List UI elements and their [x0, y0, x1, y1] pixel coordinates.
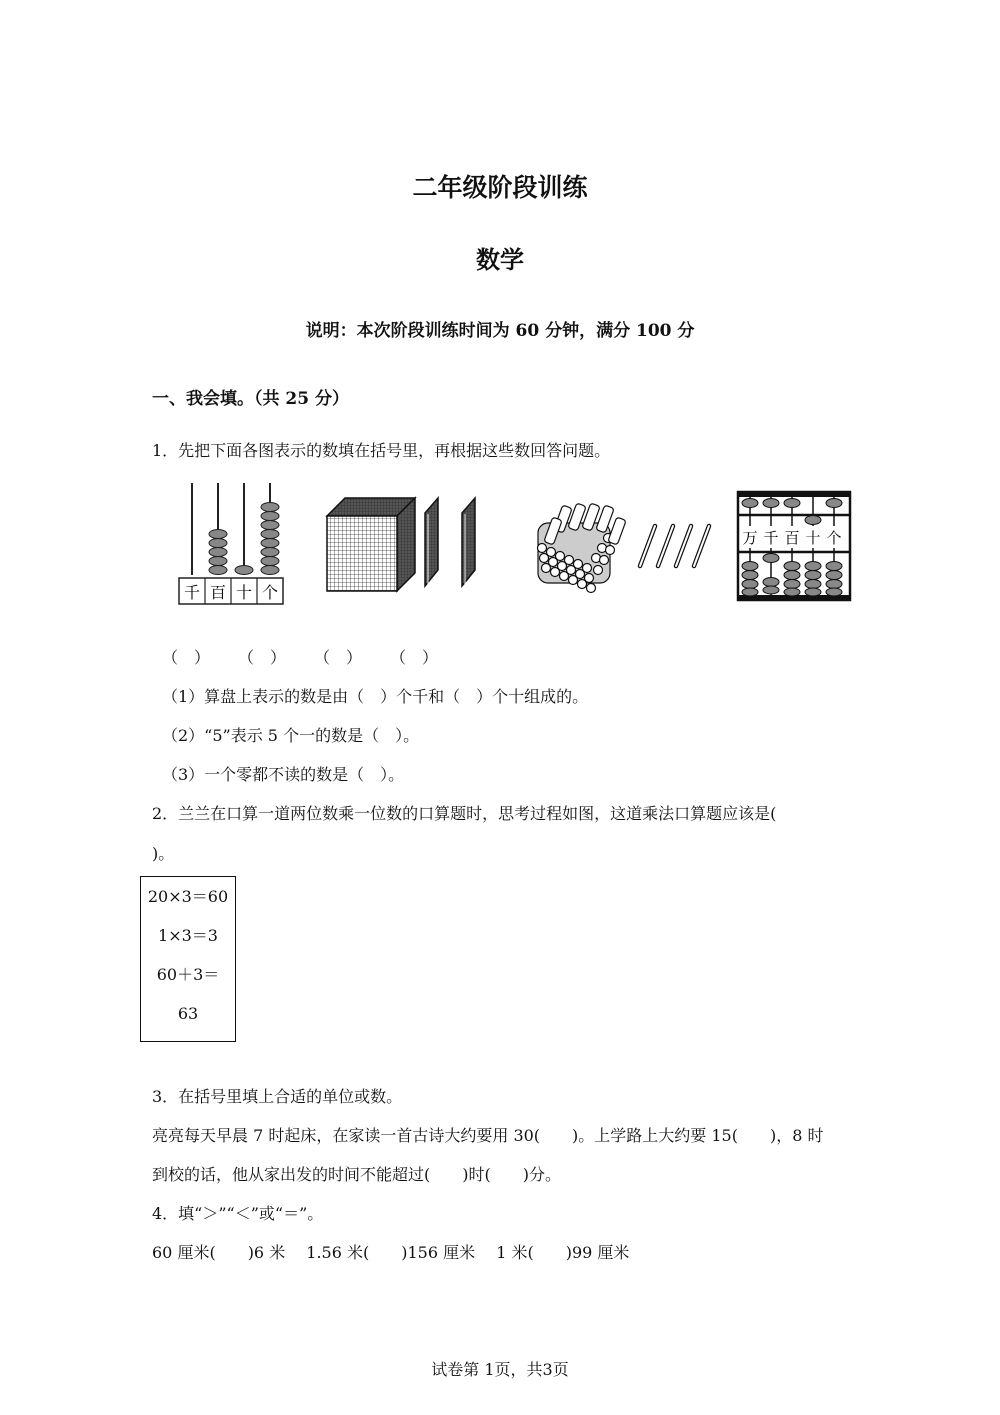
question-1-sub-1: （1）算盘上表示的数是由（ ）个千和（ ）个十组成的。	[162, 687, 589, 706]
calc-step: 20×3＝60	[147, 887, 229, 906]
suanpan-label: 个	[826, 529, 842, 547]
question-2-stem: 2．兰兰在口算一道两位数乘一位数的口算题时，思考过程如图，这道乘法口算题应该是(	[152, 804, 777, 823]
suanpan-label: 万	[742, 529, 758, 547]
suanpan-label: 十	[805, 529, 821, 547]
counting-abacus-figure	[179, 483, 283, 604]
answer-blank[interactable]: （ ）	[238, 648, 287, 667]
question-3-stem: 3．在括号里填上合适的单位或数。	[152, 1087, 403, 1106]
question-1-figures	[170, 478, 870, 613]
page-footer: 试卷第 1页，共3页	[431, 1360, 569, 1379]
abacus-label: 个	[261, 583, 279, 602]
question-4-line: 60 厘米( )6 米 1.56 米( )156 厘米 1 米( )99 厘米	[152, 1243, 630, 1262]
suanpan-figure	[738, 492, 850, 600]
calc-step: 1×3＝3	[158, 926, 218, 945]
question-3-line-1: 亮亮每天早晨 7 时起床，在家读一首古诗大约要用 30( )。上学路上大约要 15( )，8 时	[152, 1126, 824, 1145]
question-1-sub-2: （2）“5”表示 5 个一的数是（ ）。	[162, 726, 420, 745]
question-1-sub-3: （3）一个零都不读的数是（ ）。	[162, 765, 405, 784]
suanpan-label: 百	[784, 529, 800, 547]
section-heading: 一、我会填。（共 25 分）	[152, 389, 349, 409]
calculation-box	[140, 876, 236, 1042]
abacus-label: 十	[235, 583, 253, 602]
calc-step: 60＋3＝	[156, 965, 220, 984]
answer-blank[interactable]: （ ）	[314, 648, 363, 667]
cube-blocks-figure	[327, 498, 475, 591]
question-4-stem: 4．填“＞”“＜”或“＝”。	[152, 1204, 324, 1223]
calc-step: 63	[177, 1004, 199, 1023]
suanpan-label: 千	[763, 529, 779, 547]
exam-note: 说明：本次阶段训练时间为 60 分钟，满分 100 分	[305, 321, 695, 341]
question-3-line-2: 到校的话，他从家出发的时间不能超过( )时( )分。	[152, 1165, 561, 1184]
question-1-stem: 1．先把下面各图表示的数填在括号里，再根据这些数回答问题。	[152, 441, 611, 460]
abacus-label: 千	[183, 583, 201, 602]
question-1-answer-blanks	[162, 645, 466, 668]
stick-bundles-figure	[538, 503, 710, 592]
question-2-stem-end: )。	[152, 844, 175, 863]
page-title: 二年级阶段训练	[412, 173, 588, 202]
subject-title: 数学	[476, 246, 524, 274]
answer-blank[interactable]: （ ）	[162, 648, 211, 667]
abacus-label: 百	[209, 583, 227, 602]
answer-blank[interactable]: （ ）	[390, 648, 439, 667]
